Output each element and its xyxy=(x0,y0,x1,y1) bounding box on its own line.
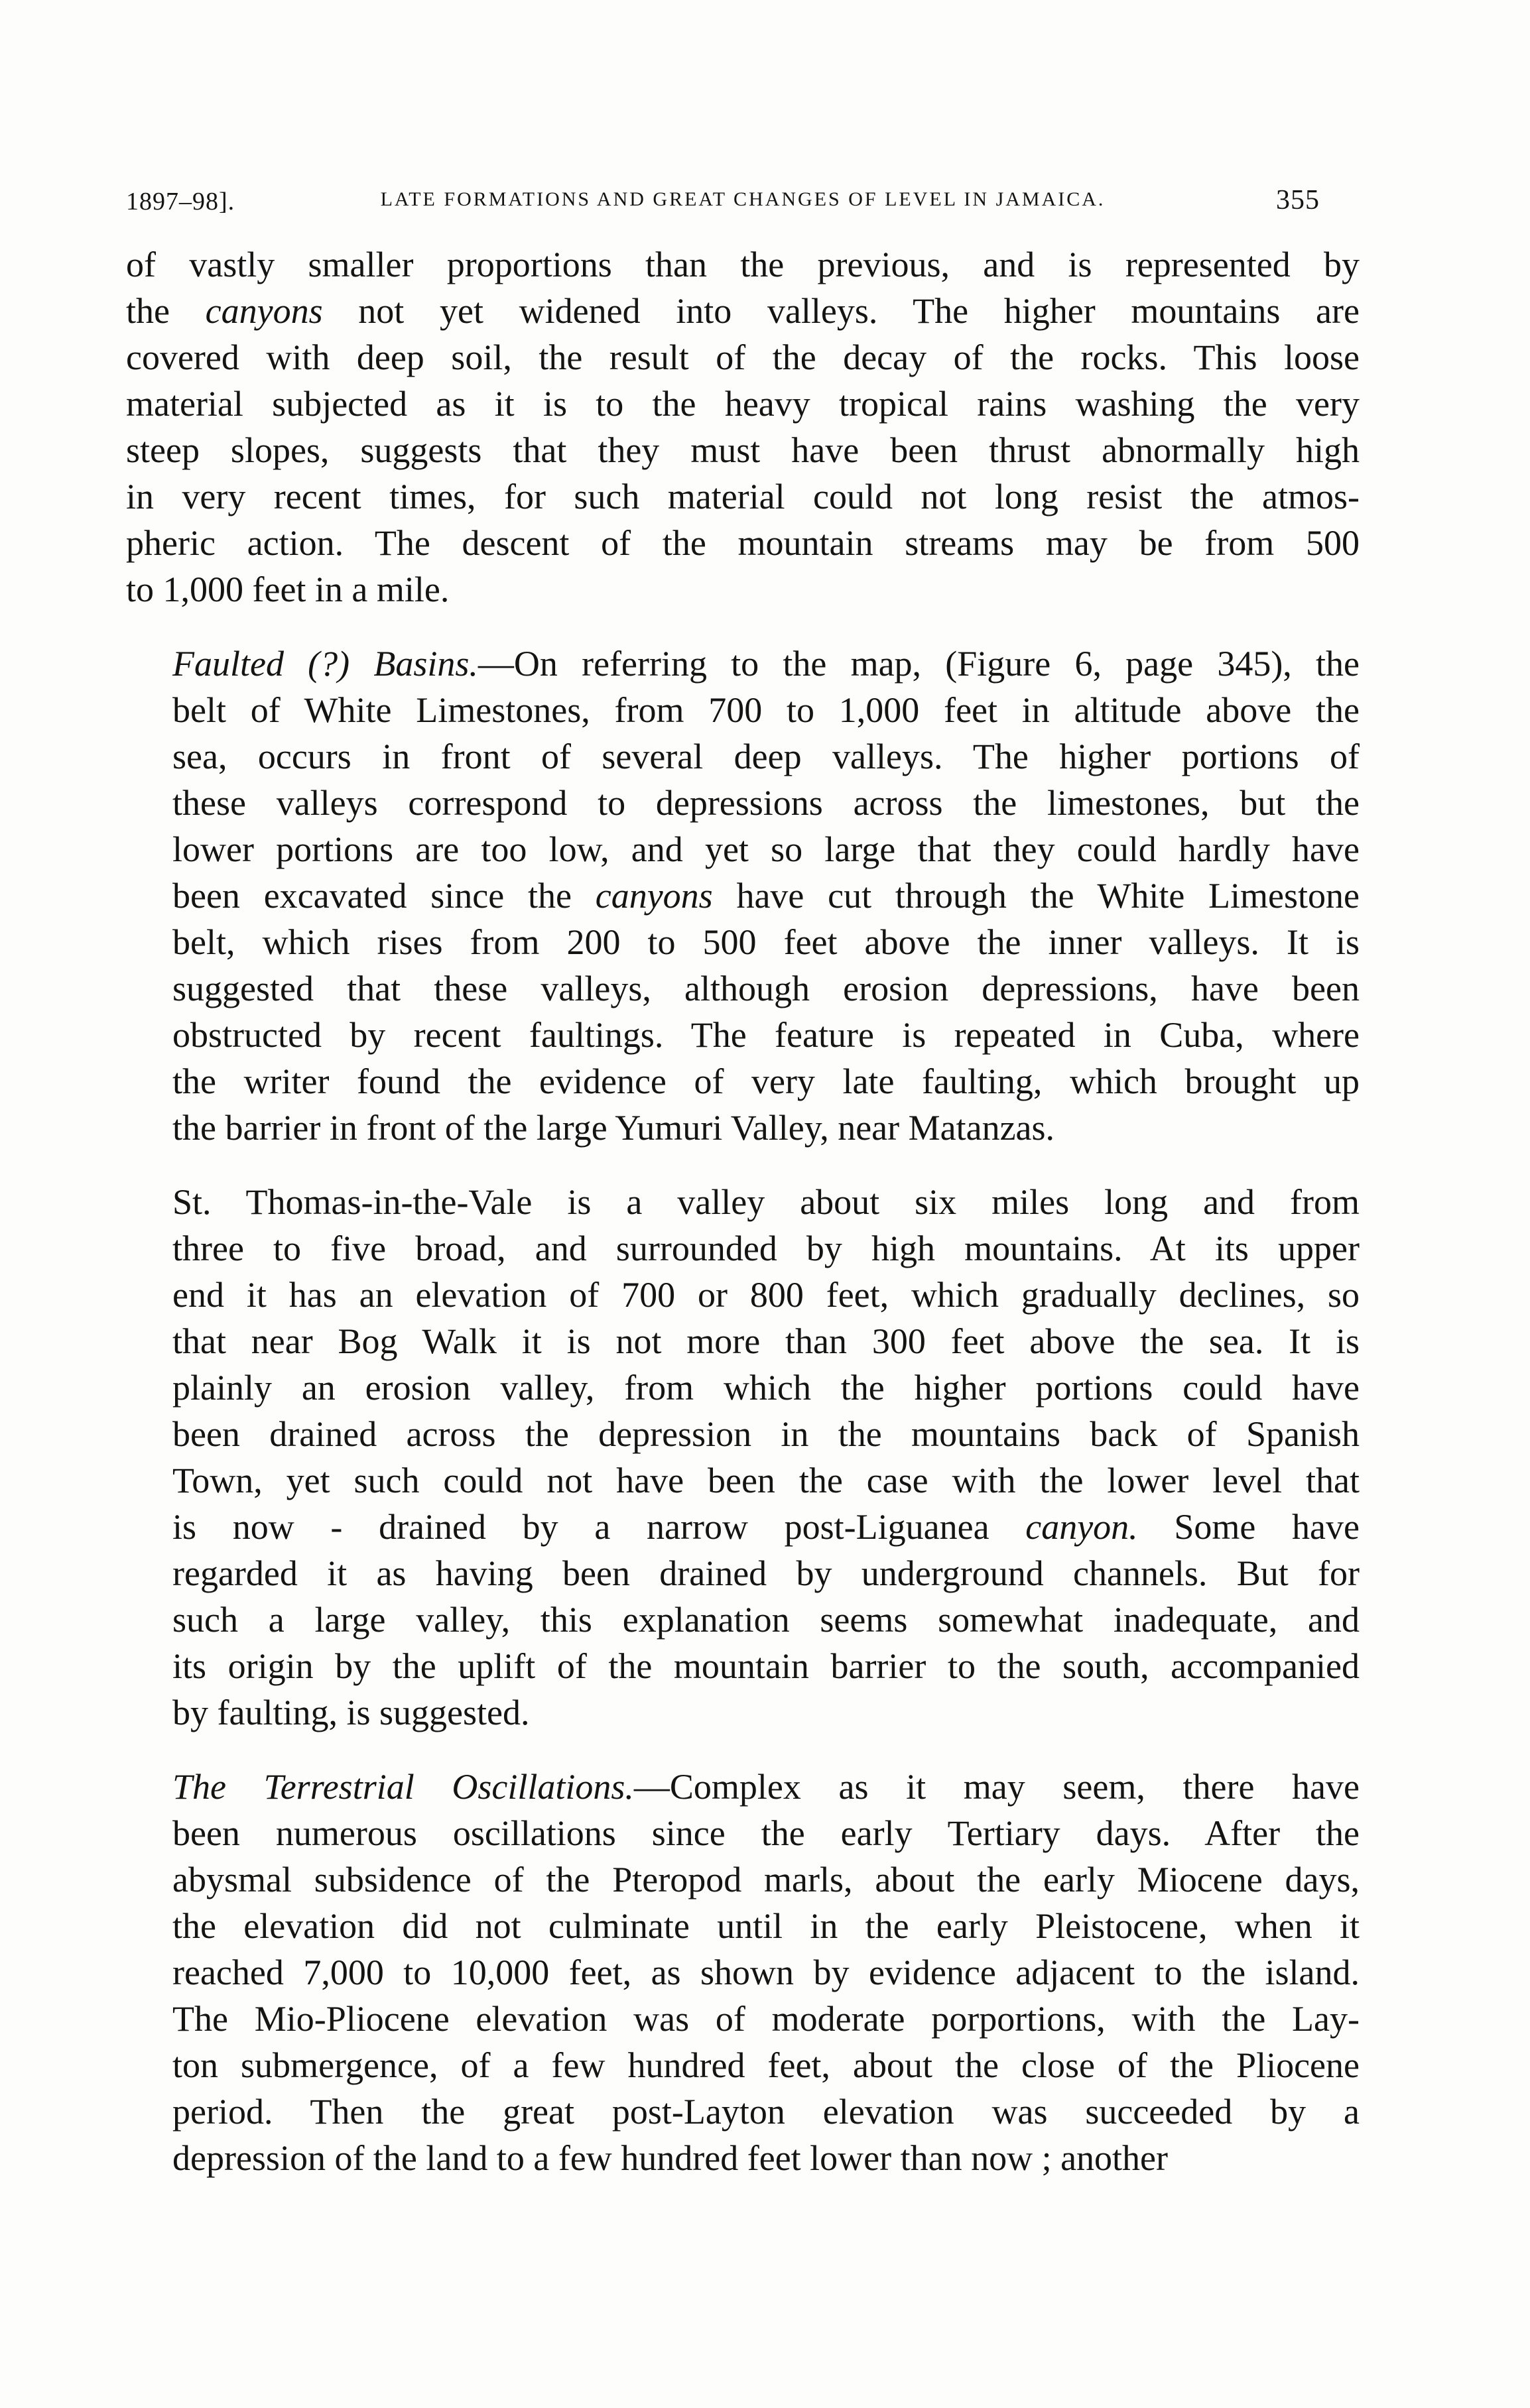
italic-run: canyon. xyxy=(1025,1507,1138,1547)
text-run: Town, yet such could not have been the case with the lower level that xyxy=(172,1461,1360,1500)
text-line xyxy=(126,1318,1360,1364)
text-line xyxy=(126,919,1360,965)
text-run: such a large valley, this explanation seems somewhat inadequate, and xyxy=(172,1600,1360,1640)
text-run: covered with deep soil, the result of the decay of the rocks. This loose xyxy=(126,337,1360,377)
text-run: the elevation did not culminate until in the early Pleistocene, when it xyxy=(172,1906,1360,1946)
text-line xyxy=(126,1550,1360,1596)
text-run: been numerous oscillations since the early Tertiary days. After the xyxy=(172,1813,1360,1853)
text-run: the xyxy=(126,291,206,331)
paragraph-1-continuation xyxy=(126,241,1360,613)
text-line xyxy=(126,780,1360,826)
text-run: belt of White Limestones, from 700 to 1,000 feet in altitude above the xyxy=(172,690,1360,730)
text-line xyxy=(126,1105,1360,1151)
text-run: suggested that these valleys, although erosion depressions, have been xyxy=(172,969,1360,1008)
text-run: depression of the land to a few hundred feet lower than now ; another xyxy=(172,2138,1169,2178)
text-line xyxy=(126,1949,1360,1996)
text-line xyxy=(126,1764,1360,1810)
text-line xyxy=(126,1012,1360,1058)
text-run: been excavated since the xyxy=(172,876,596,916)
text-run: is now - drained by a narrow post-Liguanea xyxy=(172,1507,1026,1547)
text-run: not yet widened into valleys. The higher mountains are xyxy=(322,291,1360,331)
text-line xyxy=(126,381,1360,427)
text-run: —On referring to the map, (Figure 6, page 345), the xyxy=(478,644,1360,684)
italic-run: Faulted (?) Basins. xyxy=(172,644,478,684)
text-run: its origin by the uplift of the mountain barrier to the south, accompanied xyxy=(172,1646,1360,1686)
text-line xyxy=(126,1856,1360,1903)
text-run: reached 7,000 to 10,000 feet, as shown by evidence adjacent to the island. xyxy=(172,1953,1360,1992)
text-run: of vastly smaller proportions than the previous, and is represented by xyxy=(126,245,1360,284)
header-volume-years: 1897–98]. xyxy=(126,188,235,215)
text-run: these valleys correspond to depressions across the limestones, but the xyxy=(172,783,1360,823)
text-run: period. Then the great post-Layton elevation was succeeded by a xyxy=(172,2092,1360,2132)
text-run: that near Bog Walk it is not more than 300 feet above the sea. It is xyxy=(172,1321,1360,1361)
text-line xyxy=(126,473,1360,520)
text-line xyxy=(126,1596,1360,1643)
text-run: steep slopes, suggests that they must have been thrust abnormally high xyxy=(126,430,1360,470)
text-line xyxy=(126,965,1360,1012)
text-line xyxy=(126,1903,1360,1949)
paragraph-terrestrial-oscillations xyxy=(126,1764,1360,2181)
text-run: to 1,000 feet in a mile. xyxy=(126,570,450,609)
text-line xyxy=(126,1364,1360,1411)
page-content xyxy=(126,179,1360,2209)
text-line xyxy=(126,1457,1360,1504)
text-run: in very recent times, for such material could not long resist the atmos- xyxy=(126,477,1360,516)
text-run: belt, which rises from 200 to 500 feet above the inner valleys. It is xyxy=(172,922,1360,962)
text-line xyxy=(126,873,1360,919)
paragraph-st-thomas-in-the-vale xyxy=(126,1179,1360,1736)
text-line xyxy=(126,1689,1360,1736)
text-line xyxy=(126,1058,1360,1105)
text-run: St. Thomas-in-the-Vale is a valley about six miles long and from xyxy=(172,1182,1360,1222)
text-line xyxy=(126,640,1360,687)
text-run: the barrier in front of the large Yumuri Valley, near Matanzas. xyxy=(172,1108,1055,1148)
text-run: by faulting, is suggested. xyxy=(172,1693,530,1732)
text-run: lower portions are too low, and yet so large that they could hardly have xyxy=(172,829,1360,869)
text-line xyxy=(126,2135,1360,2181)
text-line xyxy=(126,1643,1360,1689)
text-line xyxy=(126,1810,1360,1856)
paragraph-faulted-basins xyxy=(126,640,1360,1151)
text-line xyxy=(126,733,1360,780)
text-line xyxy=(126,288,1360,334)
text-run: The Mio-Pliocene elevation was of moderate porportions, with the Lay- xyxy=(172,1999,1360,2039)
text-line xyxy=(126,1996,1360,2042)
text-line xyxy=(126,1504,1360,1550)
text-run: abysmal subsidence of the Pteropod marls, about the early Miocene days, xyxy=(172,1860,1360,1899)
text-line xyxy=(126,1411,1360,1457)
text-run: pheric action. The descent of the mountain streams may be from 500 xyxy=(126,523,1360,563)
text-line xyxy=(126,566,1360,613)
text-line xyxy=(126,241,1360,288)
text-line xyxy=(126,2042,1360,2088)
text-line xyxy=(126,334,1360,381)
italic-run: The Terrestrial Oscillations. xyxy=(172,1767,634,1807)
italic-run: canyons xyxy=(595,876,713,916)
text-line xyxy=(126,1272,1360,1318)
text-line xyxy=(126,2088,1360,2135)
text-run: been drained across the depression in the mountains back of Spanish xyxy=(172,1414,1360,1454)
page-number: 355 xyxy=(1276,185,1320,215)
text-line xyxy=(126,427,1360,473)
text-run: obstructed by recent faultings. The feature is repeated in Cuba, where xyxy=(172,1015,1360,1055)
text-run: regarded it as having been drained by underground channels. But for xyxy=(172,1553,1360,1593)
text-run: material subjected as it is to the heavy tropical rains washing the very xyxy=(126,384,1360,424)
running-head xyxy=(126,179,1360,219)
text-line xyxy=(126,1179,1360,1225)
header-article-title: LATE FORMATIONS AND GREAT CHANGES OF LEVEL IN JAMAICA. xyxy=(380,188,1106,210)
text-run: have cut through the White Limestone xyxy=(712,876,1360,916)
italic-run: canyons xyxy=(205,291,323,331)
text-run: —Complex as it may seem, there have xyxy=(633,1767,1360,1807)
text-run: plainly an erosion valley, from which the higher portions could have xyxy=(172,1368,1360,1408)
text-run: sea, occurs in front of several deep valleys. The higher portions of xyxy=(172,737,1360,776)
body-text xyxy=(126,241,1360,2181)
text-line xyxy=(126,826,1360,873)
text-run: the writer found the evidence of very late faulting, which brought up xyxy=(172,1061,1360,1101)
text-run: three to five broad, and surrounded by high mountains. At its upper xyxy=(172,1229,1360,1268)
text-line xyxy=(126,687,1360,733)
text-line xyxy=(126,520,1360,566)
text-line xyxy=(126,1225,1360,1272)
text-run: end it has an elevation of 700 or 800 feet, which gradually declines, so xyxy=(172,1275,1360,1315)
text-run: ton submergence, of a few hundred feet, about the close of the Pliocene xyxy=(172,2045,1360,2085)
text-run: Some have xyxy=(1137,1507,1360,1547)
